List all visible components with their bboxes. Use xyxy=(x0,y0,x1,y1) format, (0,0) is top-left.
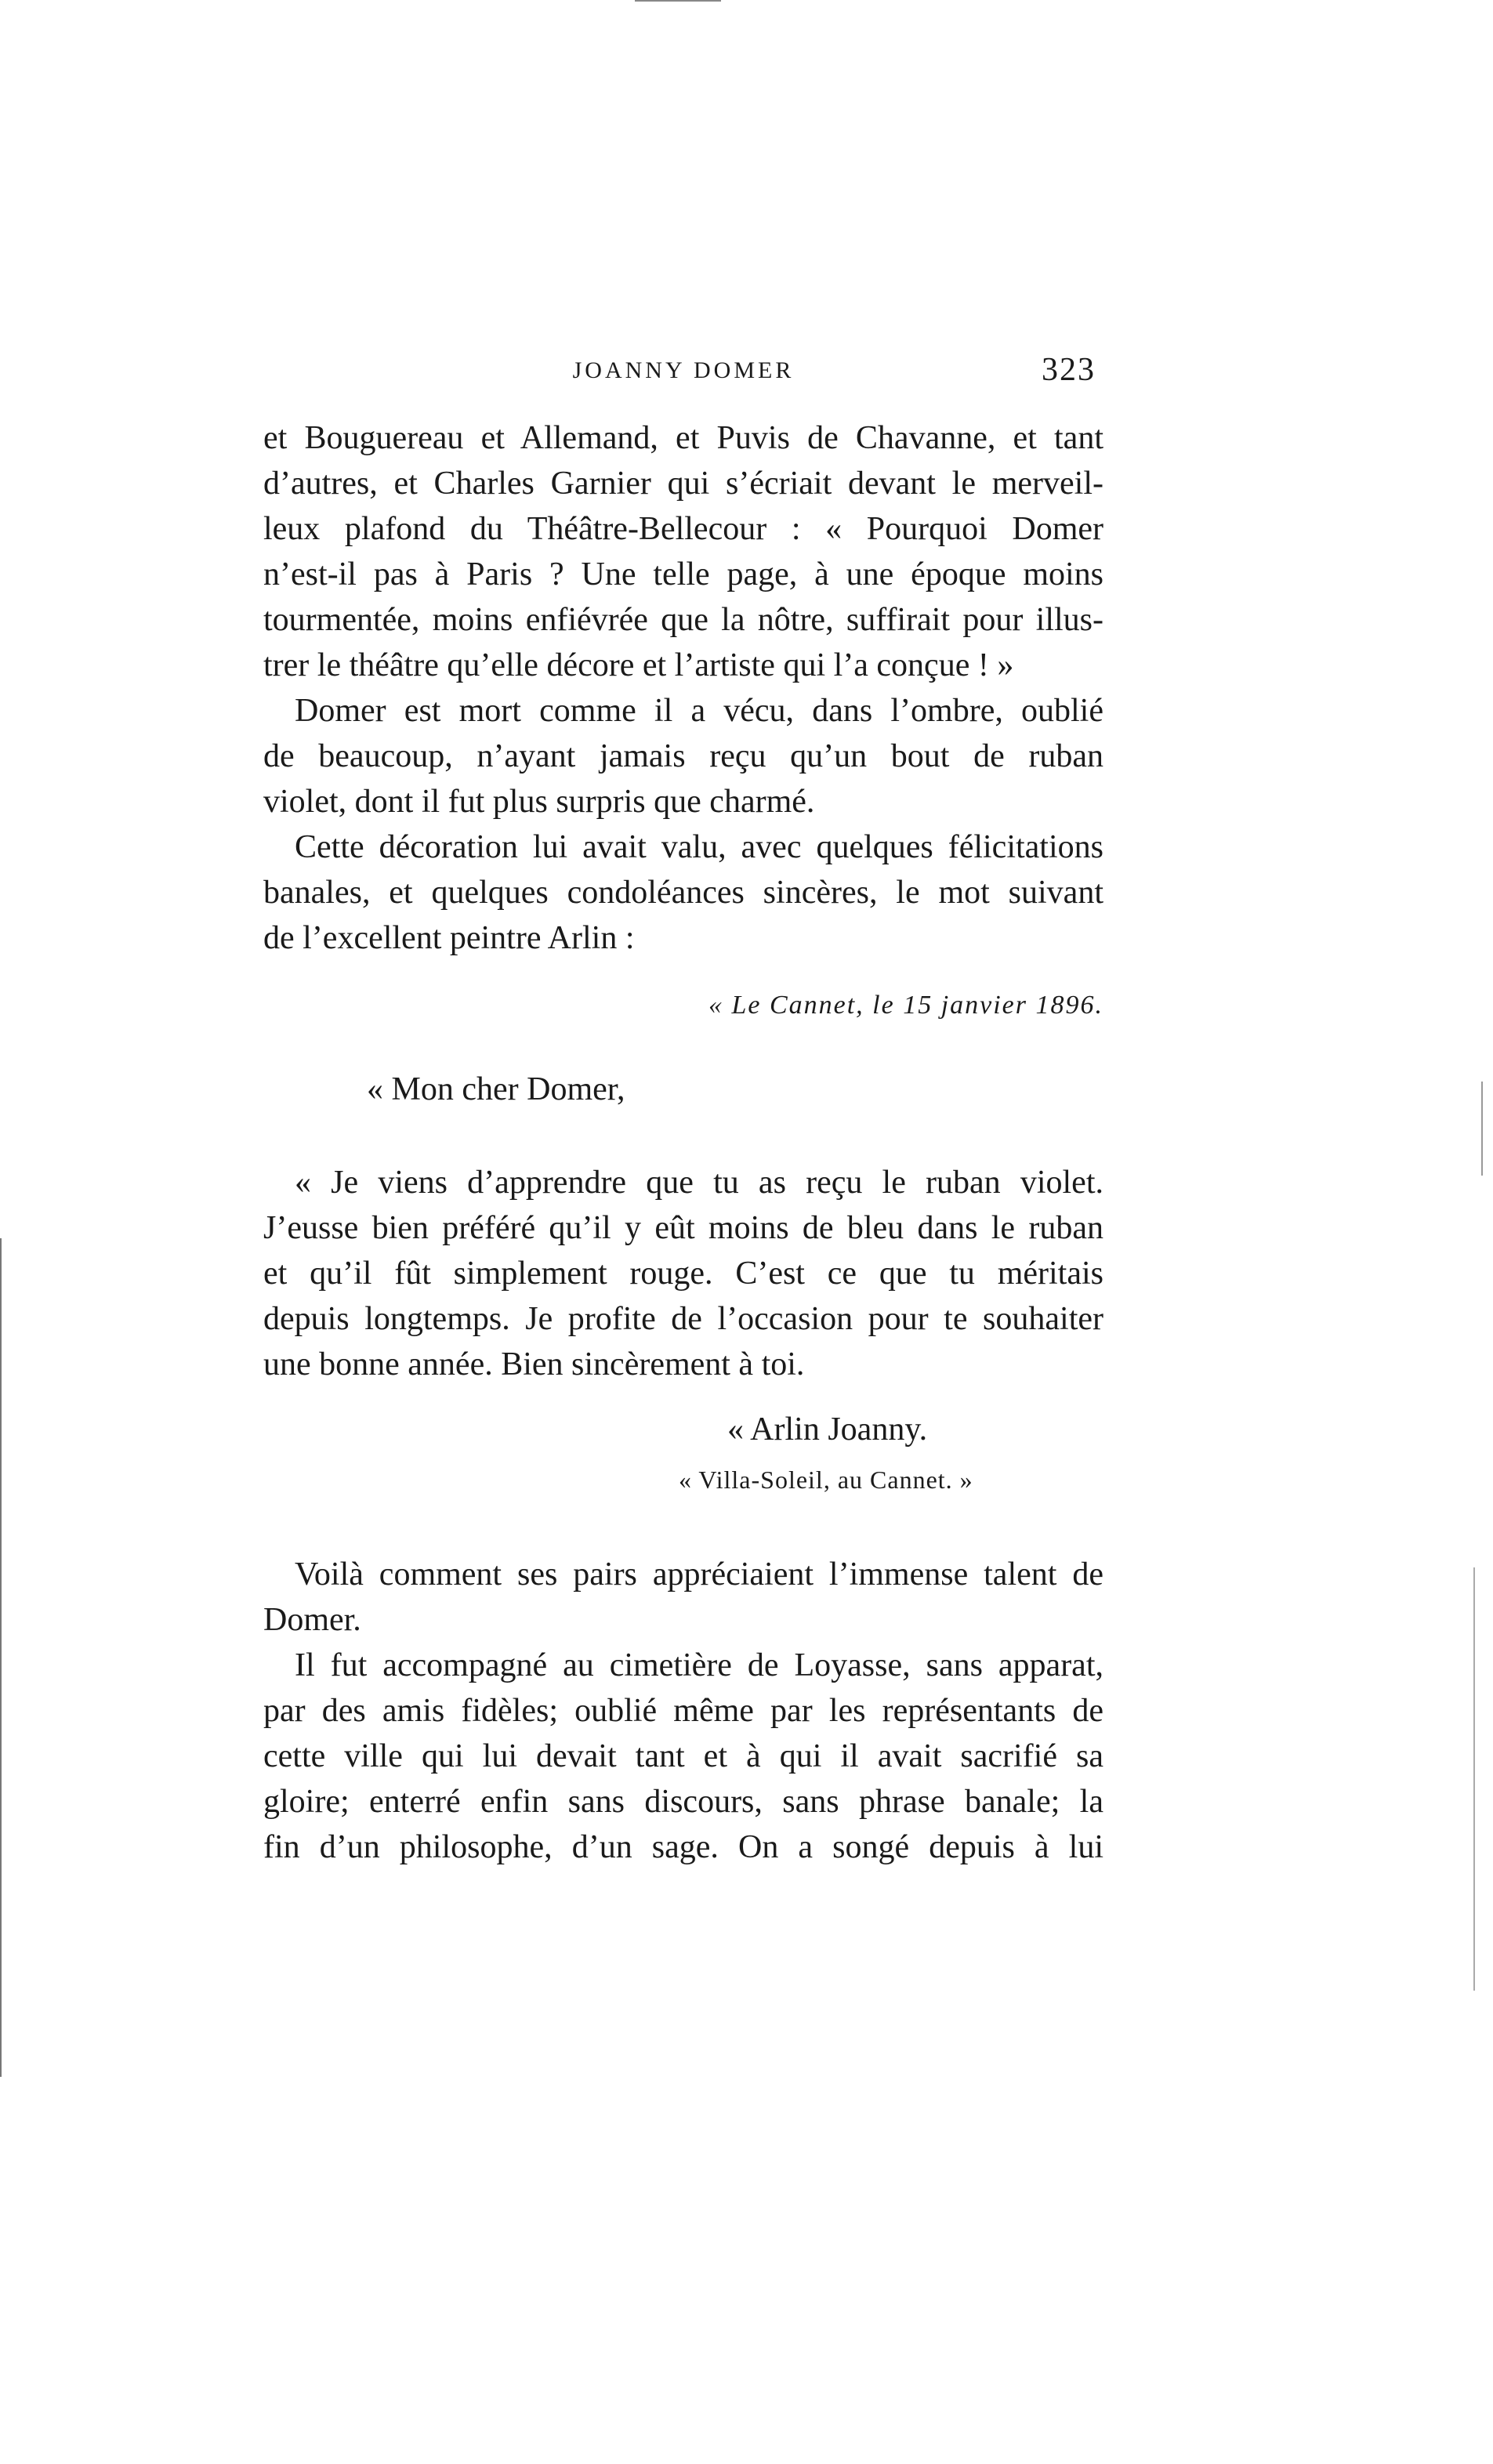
text-line: Voilà comment ses pairs appréciaient l’immense talent de xyxy=(295,1556,1103,1593)
paragraph-2 xyxy=(263,688,1103,824)
text-line: « Je viens d’apprendre que tu as reçu le ruban violet. xyxy=(295,1165,1103,1201)
scan-edge-mark xyxy=(635,0,721,2)
letter-signature: « Arlin Joanny. xyxy=(727,1411,928,1448)
running-title: JOANNY DOMER xyxy=(572,357,795,383)
text-line: Cette décoration lui avait valu, avec quelques félicitations xyxy=(295,829,1103,865)
page-number: 323 xyxy=(1042,352,1096,388)
text-line: Domer est mort comme il a vécu, dans l’ombre, oublié xyxy=(295,693,1103,729)
text-line: d’autres, et Charles Garnier qui s’écriait devant le merveil- xyxy=(263,466,1103,502)
running-header xyxy=(263,351,1103,398)
scan-edge-mark xyxy=(1473,1567,1475,1991)
text-line: et Bouguereau et Allemand, et Puvis de Chavanne, et tant xyxy=(263,420,1103,456)
text-line: de beaucoup, n’ayant jamais reçu qu’un bout de ruban xyxy=(263,738,1103,774)
text-line: violet, dont il fut plus surpris que charmé. xyxy=(263,784,815,820)
text-line: fin d’un philosophe, d’un sage. On a songé depuis à lui xyxy=(263,1829,1103,1865)
letter-body xyxy=(263,1160,1103,1387)
paragraph-1 xyxy=(263,415,1103,688)
text-line: Il fut accompagné au cimetière de Loyasse, sans apparat, xyxy=(295,1647,1103,1683)
text-line: n’est-il pas à Paris ? Une telle page, à une époque moins xyxy=(263,556,1103,592)
text-line: banales, et quelques condoléances sincères, le mot suivant xyxy=(263,875,1103,911)
text-line: trer le théâtre qu’elle décore et l’artiste qui l’a conçue ! » xyxy=(263,647,1014,683)
text-line: une bonne année. Bien sincèrement à toi. xyxy=(263,1346,805,1382)
letter-dateline: « Le Cannet, le 15 janvier 1896. xyxy=(708,991,1103,1020)
text-line: leux plafond du Théâtre-Bellecour : « Pourquoi Domer xyxy=(263,511,1103,547)
paragraph-4 xyxy=(263,1552,1103,1643)
letter-address: « Villa-Soleil, au Cannet. » xyxy=(679,1466,973,1494)
scan-edge-mark xyxy=(0,1238,2,2077)
text-line: de l’excellent peintre Arlin : xyxy=(263,920,635,956)
text-line: depuis longtemps. Je profite de l’occasion pour te souhaiter xyxy=(263,1301,1103,1337)
paragraph-5 xyxy=(263,1643,1103,1870)
letter-salutation: « Mon cher Domer, xyxy=(367,1071,625,1107)
text-line: par des amis fidèles; oublié même par les représentants de xyxy=(263,1693,1103,1729)
text-line: Domer. xyxy=(263,1602,361,1638)
scan-edge-mark xyxy=(1481,1082,1483,1176)
text-line: gloire; enterré enfin sans discours, sans phrase banale; la xyxy=(263,1784,1103,1820)
paragraph-3 xyxy=(263,824,1103,961)
text-line: tourmentée, moins enfiévrée que la nôtre, suffirait pour illus- xyxy=(263,602,1103,638)
text-line: et qu’il fût simplement rouge. C’est ce que tu méritais xyxy=(263,1256,1103,1292)
text-line: J’eusse bien préféré qu’il y eût moins de bleu dans le ruban xyxy=(263,1210,1103,1246)
text-line: cette ville qui lui devait tant et à qui il avait sacrifié sa xyxy=(263,1738,1103,1774)
